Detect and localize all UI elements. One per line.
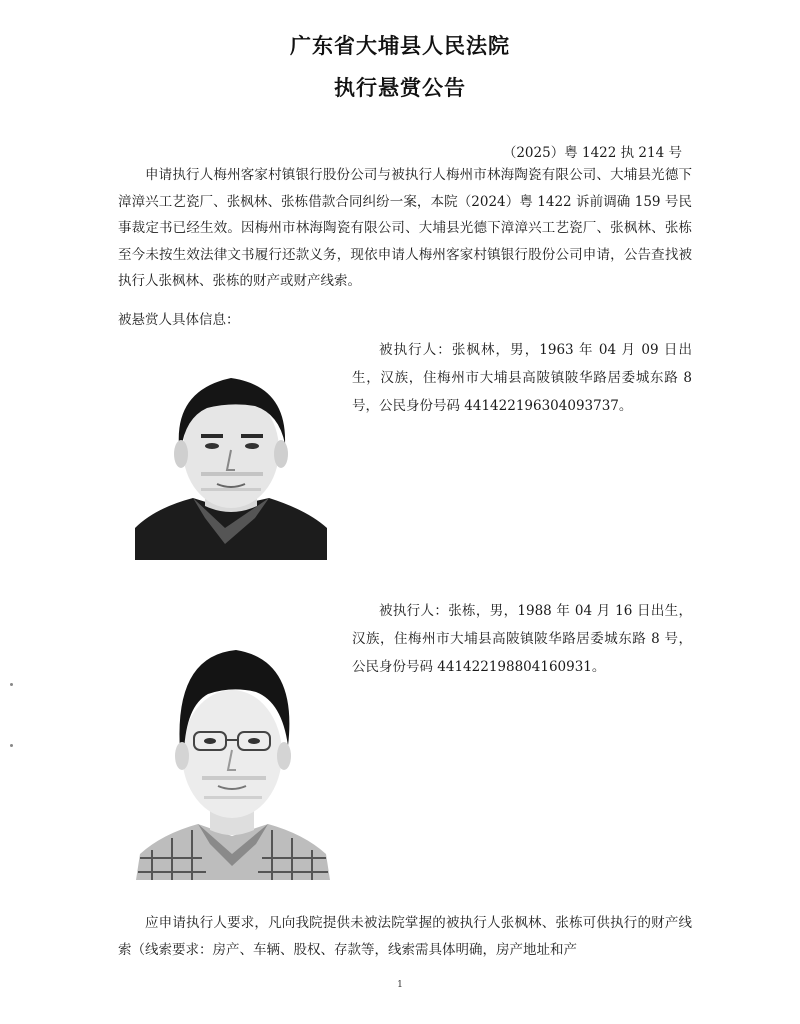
notice-title: 执行悬赏公告 [334,76,466,100]
reward-request-paragraph: 应申请执行人要求，凡向我院提供未被法院掌握的被执行人张枫林、张栋可供执行的财产线索（线索要求：房产、车辆、股权、存款等，线索需具体明确，房产地址和产 [118,915,692,958]
person-photo-zhang-dong [132,640,332,880]
person-info-zhang-dong: 被执行人：张栋，男，1988 年 04 月 16 日出生，汉族，住梅州市大埔县高陂镇陂华路居委城东路 8 号，公民身份号码 441422198804160931。 [352,603,692,675]
case-number: （2025）粤 1422 执 214 号 [502,145,682,161]
person-info-zhang-fenglin: 被执行人：张枫林，男，1963 年 04 月 09 日出生，汉族，住梅州市大埔县高陂镇陂华路居委城东路 8 号，公民身份号码 441422196304093737。 [352,342,692,414]
opening-paragraph: 申请执行人梅州客家村镇银行股份公司与被执行人梅州市林海陶瓷有限公司、大埔县光德下漳漳兴工艺瓷厂、张枫林、张栋借款合同纠纷一案，本院（2024）粤 1422 诉前调确 159 号民事裁定书已经生效。因梅州市林海陶瓷有限公司、大埔县光德下漳漳兴工艺瓷厂、张枫林、张栋至今未按生效法律文书履行还款义务，现依申请人梅州客家村镇银行股份公司申请，公告查找被执行人张枫林、张栋的财产或财产线索。 [118,167,692,289]
person-photo-zhang-fenglin [135,368,327,560]
page-number: 1 [397,980,403,990]
scan-speck [10,744,13,747]
scan-speck [10,683,13,686]
court-name: 广东省大埔县人民法院 [290,34,510,58]
info-section-label: 被悬赏人具体信息： [118,312,240,328]
